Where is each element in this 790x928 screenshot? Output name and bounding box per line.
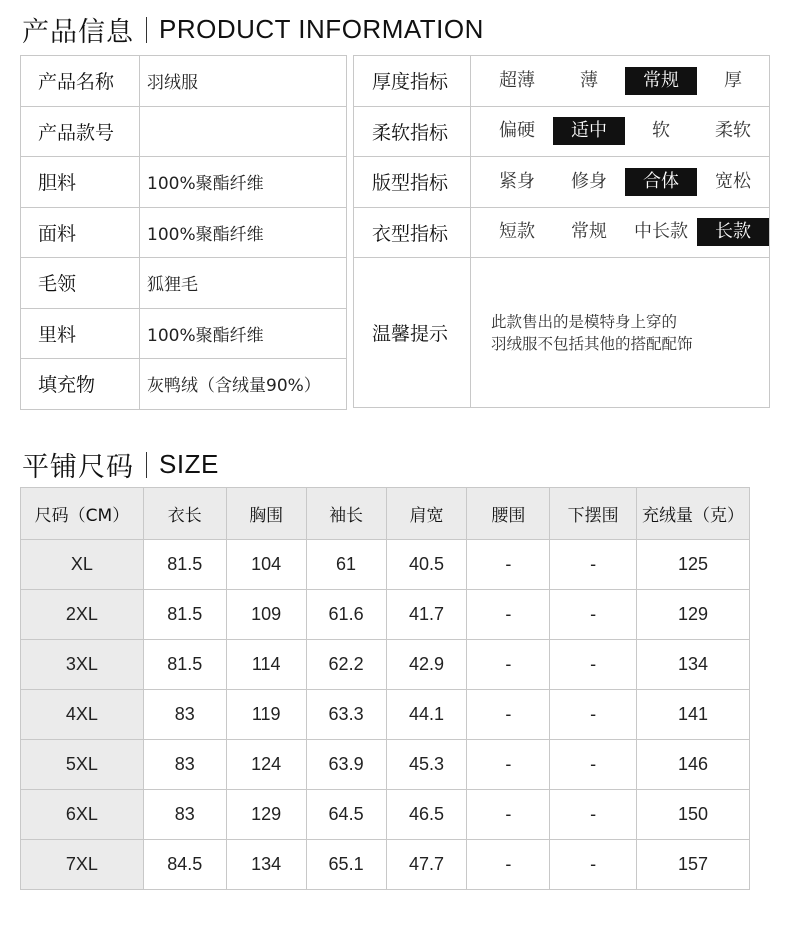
index-option-label: 中长款: [634, 221, 688, 243]
size-row: [21, 790, 750, 840]
index-option-label: 薄: [580, 69, 598, 91]
index-option-selected: [625, 67, 697, 95]
info-row: [21, 207, 347, 258]
size-column-header: 胸围: [226, 488, 306, 540]
size-row: [21, 540, 750, 590]
index-option: [481, 218, 553, 246]
size-row: [21, 640, 750, 690]
size-value-cell: 47.7: [386, 840, 467, 890]
size-row: [21, 840, 750, 890]
index-label: 厚度指标: [354, 56, 471, 107]
size-value-cell: -: [467, 790, 550, 840]
size-value-cell: 109: [226, 590, 306, 640]
index-options: [471, 56, 770, 107]
index-option: [553, 67, 625, 95]
index-option-label: 宽松: [715, 170, 751, 192]
index-option-selected: [553, 117, 625, 145]
size-value-cell: -: [550, 840, 637, 890]
index-row: [354, 207, 770, 258]
info-value: 100%聚酯纤维: [140, 308, 347, 359]
size-value-cell: 146: [637, 740, 750, 790]
index-option-label: 紧身: [499, 170, 535, 192]
size-value-cell: 63.3: [306, 690, 386, 740]
size-value-cell: 141: [637, 690, 750, 740]
index-option-label: 适中: [571, 120, 607, 142]
size-table: [20, 487, 750, 890]
index-option: [697, 67, 769, 95]
size-value-cell: 81.5: [143, 590, 226, 640]
index-option: [697, 117, 769, 145]
size-value-cell: 61.6: [306, 590, 386, 640]
size-value-cell: 40.5: [386, 540, 467, 590]
index-option-label: 长款: [715, 221, 751, 243]
size-value-cell: -: [550, 640, 637, 690]
title-divider: [146, 452, 147, 478]
size-value-cell: 114: [226, 640, 306, 690]
size-value-cell: 83: [143, 790, 226, 840]
size-row: [21, 690, 750, 740]
size-label-cell: 6XL: [21, 790, 144, 840]
product-info-table: [20, 55, 347, 410]
size-row: [21, 740, 750, 790]
size-value-cell: 104: [226, 540, 306, 590]
index-option-label: 常规: [571, 221, 607, 243]
size-value-cell: -: [550, 590, 637, 640]
size-value-cell: 124: [226, 740, 306, 790]
index-options: [471, 106, 770, 157]
size-label-cell: 7XL: [21, 840, 144, 890]
tip-label: 温馨提示: [354, 258, 471, 408]
index-option-label: 偏硬: [499, 120, 535, 142]
index-option-label: 厚: [724, 69, 742, 91]
index-option-label: 常规: [643, 69, 679, 91]
size-value-cell: 41.7: [386, 590, 467, 640]
size-value-cell: 83: [143, 690, 226, 740]
index-option: [697, 168, 769, 196]
index-option-selected: [625, 168, 697, 196]
product-info-title-cn: 产品信息: [22, 17, 134, 48]
info-row: [21, 359, 347, 410]
index-option-label: 修身: [571, 170, 607, 192]
size-value-cell: 42.9: [386, 640, 467, 690]
info-label: 填充物: [21, 359, 140, 410]
size-column-header: 尺码（CM）: [21, 488, 144, 540]
info-label: 里料: [21, 308, 140, 359]
size-column-header: 下摆围: [550, 488, 637, 540]
size-value-cell: 125: [637, 540, 750, 590]
tip-line-2: 羽绒服不包括其他的搭配配饰: [491, 334, 693, 353]
product-info-heading: [22, 10, 484, 49]
size-title-cn: 平铺尺码: [22, 452, 134, 483]
info-row: [21, 106, 347, 157]
index-option-label: 短款: [499, 221, 535, 243]
size-value-cell: -: [467, 590, 550, 640]
size-value-cell: 129: [226, 790, 306, 840]
title-divider: [146, 17, 147, 43]
tip-text: [471, 258, 770, 408]
size-value-cell: 64.5: [306, 790, 386, 840]
info-value: 狐狸毛: [140, 258, 347, 309]
size-column-header: 衣长: [143, 488, 226, 540]
size-table-header: [21, 488, 750, 540]
size-value-cell: -: [550, 740, 637, 790]
size-column-header: 腰围: [467, 488, 550, 540]
size-column-header: 肩宽: [386, 488, 467, 540]
index-row: [354, 106, 770, 157]
index-option-label: 合体: [643, 170, 679, 192]
info-label: 产品款号: [21, 106, 140, 157]
info-label: 产品名称: [21, 56, 140, 107]
size-value-cell: -: [467, 840, 550, 890]
size-row: [21, 590, 750, 640]
index-label: 版型指标: [354, 157, 471, 208]
index-row: [354, 157, 770, 208]
size-value-cell: 157: [637, 840, 750, 890]
index-option-selected: [697, 218, 769, 246]
size-label-cell: 3XL: [21, 640, 144, 690]
size-column-header: 袖长: [306, 488, 386, 540]
size-value-cell: 150: [637, 790, 750, 840]
size-value-cell: -: [550, 790, 637, 840]
size-heading: [22, 445, 219, 484]
index-option: [625, 117, 697, 145]
info-label: 毛领: [21, 258, 140, 309]
size-value-cell: 63.9: [306, 740, 386, 790]
info-value: 羽绒服: [140, 56, 347, 107]
index-option-label: 超薄: [499, 69, 535, 91]
size-value-cell: 45.3: [386, 740, 467, 790]
info-row: [21, 308, 347, 359]
size-title-en: SIZE: [159, 449, 219, 479]
size-column-header: 充绒量（克）: [637, 488, 750, 540]
size-value-cell: 81.5: [143, 640, 226, 690]
index-option: [625, 218, 697, 246]
size-label-cell: 2XL: [21, 590, 144, 640]
index-options: [471, 207, 770, 258]
size-value-cell: 134: [226, 840, 306, 890]
tip-line-1: 此款售出的是模特身上穿的: [491, 312, 678, 331]
size-value-cell: 61: [306, 540, 386, 590]
size-value-cell: 62.2: [306, 640, 386, 690]
info-label: 胆料: [21, 157, 140, 208]
index-option: [481, 117, 553, 145]
size-label-cell: XL: [21, 540, 144, 590]
size-value-cell: -: [550, 540, 637, 590]
index-options: [471, 157, 770, 208]
size-label-cell: 5XL: [21, 740, 144, 790]
product-info-title-en: PRODUCT INFORMATION: [159, 14, 484, 44]
size-value-cell: 129: [637, 590, 750, 640]
index-option: [481, 67, 553, 95]
size-value-cell: -: [467, 690, 550, 740]
index-option: [553, 218, 625, 246]
size-value-cell: 119: [226, 690, 306, 740]
size-value-cell: 83: [143, 740, 226, 790]
size-value-cell: -: [550, 690, 637, 740]
index-row: [354, 56, 770, 107]
info-row: [21, 258, 347, 309]
size-value-cell: 81.5: [143, 540, 226, 590]
size-value-cell: -: [467, 640, 550, 690]
info-value: [140, 106, 347, 157]
size-value-cell: -: [467, 540, 550, 590]
size-value-cell: 84.5: [143, 840, 226, 890]
info-value: 100%聚酯纤维: [140, 157, 347, 208]
tip-row: [354, 258, 770, 408]
info-value: 灰鸭绒（含绒量90%）: [140, 359, 347, 410]
size-value-cell: 46.5: [386, 790, 467, 840]
size-label-cell: 4XL: [21, 690, 144, 740]
index-option-label: 软: [652, 120, 670, 142]
index-option-label: 柔软: [715, 120, 751, 142]
size-value-cell: 44.1: [386, 690, 467, 740]
size-value-cell: -: [467, 740, 550, 790]
index-label: 衣型指标: [354, 207, 471, 258]
info-value: 100%聚酯纤维: [140, 207, 347, 258]
index-option: [553, 168, 625, 196]
size-value-cell: 65.1: [306, 840, 386, 890]
index-option: [481, 168, 553, 196]
index-label: 柔软指标: [354, 106, 471, 157]
info-row: [21, 56, 347, 107]
info-label: 面料: [21, 207, 140, 258]
info-row: [21, 157, 347, 208]
size-value-cell: 134: [637, 640, 750, 690]
product-index-table: [353, 55, 770, 408]
